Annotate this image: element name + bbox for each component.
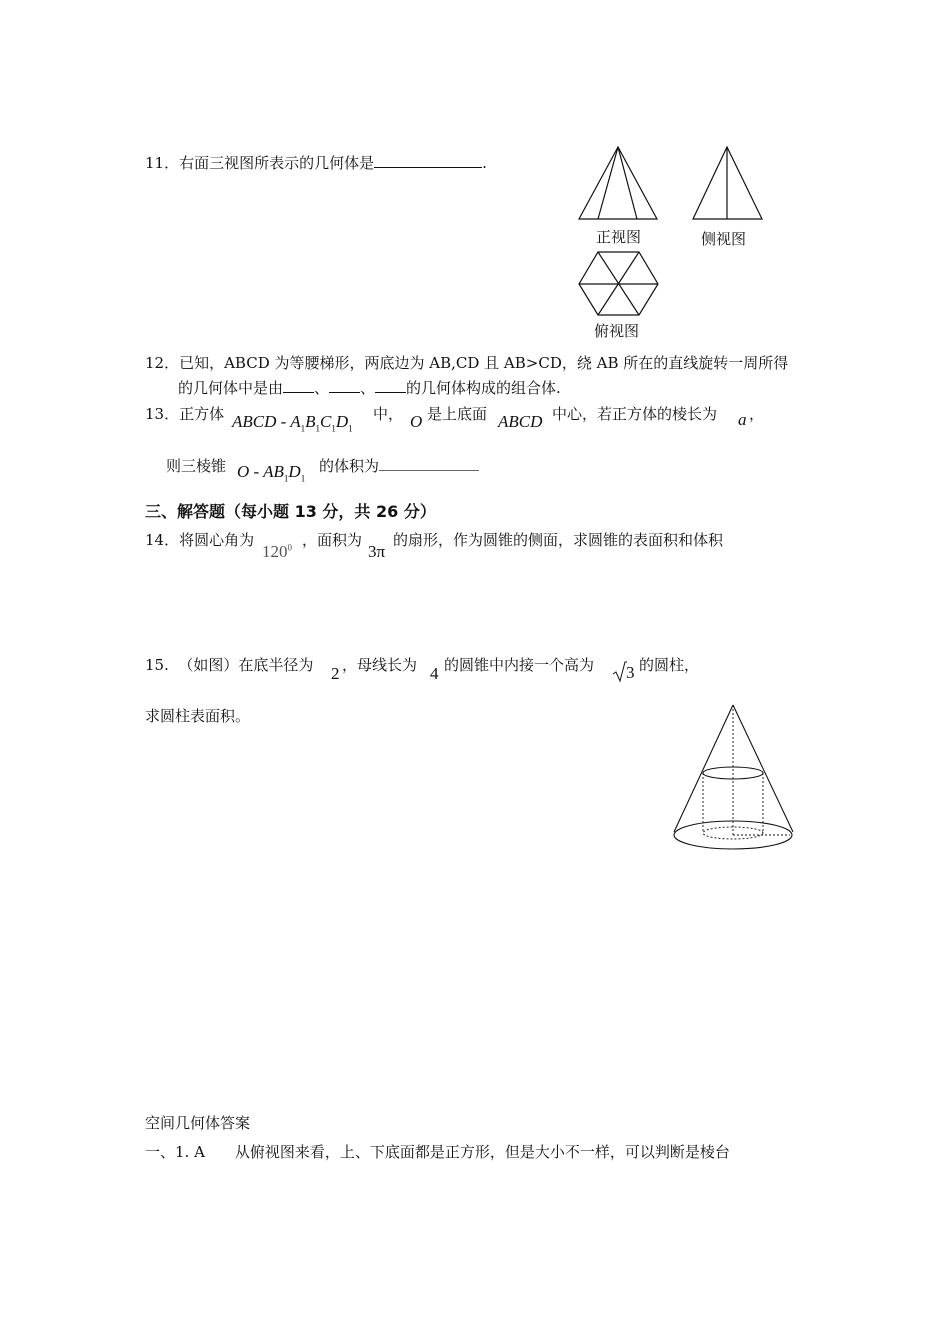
- question-15: 15. （如图）在底半径为: [145, 656, 314, 674]
- question-text: 右面三视图所表示的几何体是: [179, 154, 375, 172]
- question-14: 14．将圆心角为: [145, 531, 255, 549]
- section-3-heading: 三、解答题（每小题 13 分，共 26 分）: [145, 502, 436, 521]
- answer-blank: [329, 378, 360, 393]
- q13-text: ，: [749, 405, 765, 423]
- question-12-line2: 的几何体中是由 、 、 的几何体构成的组合体.: [178, 379, 561, 397]
- slant-value: 4: [430, 664, 439, 683]
- top-view-figure: [578, 251, 660, 317]
- q14-text: 的扇形，作为圆锥的侧面，求圆锥的表面积和体积: [393, 531, 724, 549]
- face-name: ABCD: [498, 412, 543, 431]
- q13-line2-end: 的体积为: [319, 455, 479, 476]
- q15-text: ，母线长为: [342, 656, 418, 674]
- edge-length: a: [738, 410, 747, 429]
- q15-text: 的圆柱，: [639, 656, 700, 674]
- answer-blank: [283, 378, 314, 393]
- cube-name: ABCD - $A_1B_1C_1D_1$: [232, 412, 353, 434]
- radius-value: 2: [331, 664, 340, 683]
- sqrt-sign-icon: [613, 661, 627, 683]
- answers-title: 空间几何体答案: [145, 1114, 251, 1132]
- angle-value: $120^0$: [262, 542, 292, 561]
- q13-text: 中心，若正方体的棱长为: [552, 405, 718, 423]
- q15-line2: 求圆柱表面积。: [145, 707, 251, 725]
- front-view-figure: [578, 146, 658, 221]
- question-12-line1: 12．已知，ABCD 为等腰梯形，两底边为 AB,CD 且 AB>CD，绕 AB 所在的直线旋转一周所得: [145, 354, 789, 372]
- question-11: 11．右面三视图所表示的几何体是 .: [145, 154, 487, 172]
- front-view-caption: 正视图: [596, 228, 642, 246]
- pyramid-name: O - $AB_1D_1$: [237, 462, 306, 484]
- cone-cylinder-figure: [672, 704, 796, 852]
- question-13-line1: 13．正方体: [145, 405, 225, 423]
- area-value: 3π: [368, 542, 386, 561]
- side-view-caption: 侧视图: [701, 230, 747, 248]
- top-view-caption: 俯视图: [594, 322, 640, 340]
- q13-line2-text: 则三棱锥: [166, 457, 227, 475]
- answer-blank: [379, 457, 479, 471]
- question-number: 11．: [145, 154, 180, 172]
- q15-text: 的圆锥中内接一个高为: [444, 656, 595, 674]
- q13-text: 中，: [373, 405, 404, 423]
- side-view-figure: [692, 146, 764, 221]
- center-point-o: O: [410, 412, 423, 431]
- answer-blank: [374, 153, 482, 168]
- answers-line-1: 一、1. A 从俯视图来看，上、下底面都是正方形，但是大小不一样，可以判断是棱台: [145, 1143, 730, 1161]
- q13-text: 是上底面: [427, 405, 488, 423]
- answer-blank: [375, 378, 406, 393]
- q14-text: ，面积为: [302, 531, 363, 549]
